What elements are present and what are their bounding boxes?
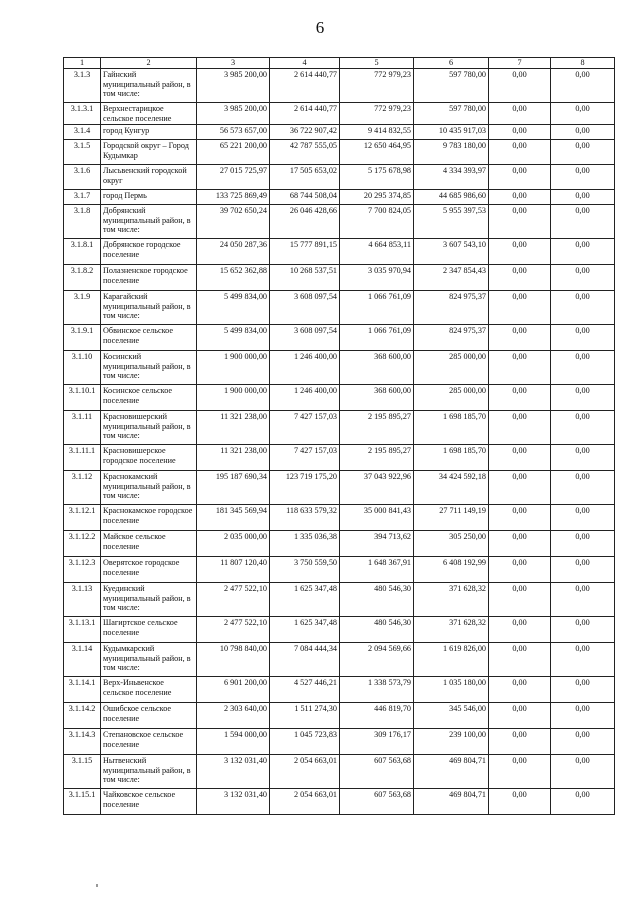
value-cell: 123 719 175,20 — [270, 471, 340, 505]
value-cell: 368 600,00 — [340, 351, 414, 385]
table-row — [64, 505, 615, 531]
value-cell: 0,00 — [551, 385, 615, 411]
value-cell: 1 335 036,38 — [270, 531, 340, 557]
table-row — [64, 125, 615, 140]
value-cell: 2 054 663,01 — [270, 789, 340, 815]
value-cell: 824 975,37 — [414, 325, 489, 351]
value-cell: 285 000,00 — [414, 385, 489, 411]
value-cell: 2 195 895,27 — [340, 445, 414, 471]
row-name: Шагиртское сельское поселение — [101, 617, 197, 643]
value-cell: 469 804,71 — [414, 789, 489, 815]
table-row — [64, 617, 615, 643]
value-cell: 5 499 834,00 — [197, 325, 270, 351]
value-cell: 7 700 824,05 — [340, 205, 414, 239]
value-cell: 2 614 440,77 — [270, 69, 340, 103]
row-code: 3.1.8.1 — [64, 239, 101, 265]
value-cell: 480 546,30 — [340, 617, 414, 643]
value-cell: 0,00 — [551, 411, 615, 445]
value-cell: 0,00 — [551, 351, 615, 385]
table-row — [64, 643, 615, 677]
row-name: Косинское сельское поселение — [101, 385, 197, 411]
value-cell: 1 338 573,79 — [340, 677, 414, 703]
value-cell: 2 094 569,66 — [340, 643, 414, 677]
value-cell: 239 100,00 — [414, 729, 489, 755]
value-cell: 285 000,00 — [414, 351, 489, 385]
row-code: 3.1.10.1 — [64, 385, 101, 411]
value-cell: 20 295 374,85 — [340, 190, 414, 205]
row-code: 3.1.10 — [64, 351, 101, 385]
row-code: 3.1.3 — [64, 69, 101, 103]
value-cell: 195 187 690,34 — [197, 471, 270, 505]
value-cell: 0,00 — [551, 505, 615, 531]
value-cell: 3 750 559,50 — [270, 557, 340, 583]
column-header: 8 — [551, 58, 615, 69]
value-cell: 597 780,00 — [414, 69, 489, 103]
value-cell: 772 979,23 — [340, 69, 414, 103]
table-row — [64, 291, 615, 325]
value-cell: 11 807 120,40 — [197, 557, 270, 583]
value-cell: 607 563,68 — [340, 789, 414, 815]
table-row — [64, 531, 615, 557]
value-cell: 772 979,23 — [340, 103, 414, 125]
table-row — [64, 165, 615, 190]
row-code: 3.1.9.1 — [64, 325, 101, 351]
value-cell: 3 132 031,40 — [197, 755, 270, 789]
value-cell: 0,00 — [489, 325, 551, 351]
table-row — [64, 445, 615, 471]
table-row — [64, 557, 615, 583]
value-cell: 2 303 640,00 — [197, 703, 270, 729]
value-cell: 0,00 — [551, 445, 615, 471]
value-cell: 824 975,37 — [414, 291, 489, 325]
value-cell: 0,00 — [489, 505, 551, 531]
row-name: Верхнестарицкое сельское поселение — [101, 103, 197, 125]
value-cell: 0,00 — [489, 205, 551, 239]
value-cell: 1 900 000,00 — [197, 385, 270, 411]
value-cell: 3 608 097,54 — [270, 291, 340, 325]
row-name: Куединский муниципальный район, в том числе: — [101, 583, 197, 617]
table-row — [64, 103, 615, 125]
value-cell: 44 685 986,60 — [414, 190, 489, 205]
value-cell: 0,00 — [551, 165, 615, 190]
value-cell: 0,00 — [489, 385, 551, 411]
value-cell: 7 084 444,34 — [270, 643, 340, 677]
value-cell: 0,00 — [489, 445, 551, 471]
value-cell: 181 345 569,94 — [197, 505, 270, 531]
value-cell: 1 900 000,00 — [197, 351, 270, 385]
value-cell: 371 628,32 — [414, 583, 489, 617]
row-name: Майское сельское поселение — [101, 531, 197, 557]
value-cell: 1 511 274,30 — [270, 703, 340, 729]
value-cell: 0,00 — [551, 643, 615, 677]
value-cell: 3 608 097,54 — [270, 325, 340, 351]
value-cell: 305 250,00 — [414, 531, 489, 557]
row-name: Добрянский муниципальный район, в том числе: — [101, 205, 197, 239]
value-cell: 0,00 — [489, 190, 551, 205]
value-cell: 0,00 — [551, 583, 615, 617]
scan-mark — [96, 884, 98, 887]
value-cell: 469 804,71 — [414, 755, 489, 789]
value-cell: 10 268 537,51 — [270, 265, 340, 291]
table-row — [64, 205, 615, 239]
value-cell: 0,00 — [551, 557, 615, 583]
value-cell: 1 066 761,09 — [340, 291, 414, 325]
row-name: Косинский муниципальный район, в том числе: — [101, 351, 197, 385]
table-row — [64, 583, 615, 617]
value-cell: 0,00 — [551, 239, 615, 265]
value-cell: 368 600,00 — [340, 385, 414, 411]
value-cell: 0,00 — [489, 103, 551, 125]
value-cell: 12 650 464,95 — [340, 140, 414, 165]
row-name: Краснокамский муниципальный район, в том числе: — [101, 471, 197, 505]
value-cell: 1 246 400,00 — [270, 351, 340, 385]
column-header: 5 — [340, 58, 414, 69]
value-cell: 68 744 508,04 — [270, 190, 340, 205]
value-cell: 0,00 — [489, 239, 551, 265]
value-cell: 0,00 — [489, 165, 551, 190]
value-cell: 0,00 — [551, 789, 615, 815]
value-cell: 1 246 400,00 — [270, 385, 340, 411]
budget-table — [63, 57, 615, 815]
row-name: город Пермь — [101, 190, 197, 205]
column-header: 7 — [489, 58, 551, 69]
value-cell: 1 619 826,00 — [414, 643, 489, 677]
value-cell: 133 725 869,49 — [197, 190, 270, 205]
value-cell: 0,00 — [489, 351, 551, 385]
value-cell: 1 045 723,83 — [270, 729, 340, 755]
value-cell: 17 505 653,02 — [270, 165, 340, 190]
table-row — [64, 325, 615, 351]
value-cell: 27 711 149,19 — [414, 505, 489, 531]
row-name: Лысьвенский городской округ — [101, 165, 197, 190]
value-cell: 0,00 — [551, 291, 615, 325]
value-cell: 0,00 — [551, 103, 615, 125]
row-code: 3.1.8.2 — [64, 265, 101, 291]
value-cell: 56 573 657,00 — [197, 125, 270, 140]
value-cell: 0,00 — [489, 557, 551, 583]
value-cell: 39 702 650,24 — [197, 205, 270, 239]
value-cell: 4 334 393,97 — [414, 165, 489, 190]
value-cell: 118 633 579,32 — [270, 505, 340, 531]
row-name: Нытвенский муниципальный район, в том числе: — [101, 755, 197, 789]
value-cell: 10 798 840,00 — [197, 643, 270, 677]
row-code: 3.1.9 — [64, 291, 101, 325]
table-row — [64, 385, 615, 411]
page-number: 6 — [315, 18, 325, 37]
value-cell: 446 819,70 — [340, 703, 414, 729]
value-cell: 0,00 — [489, 677, 551, 703]
table-row — [64, 755, 615, 789]
value-cell: 0,00 — [489, 755, 551, 789]
column-header: 1 — [64, 58, 101, 69]
value-cell: 7 427 157,03 — [270, 411, 340, 445]
value-cell: 26 046 428,66 — [270, 205, 340, 239]
value-cell: 42 787 555,05 — [270, 140, 340, 165]
row-code: 3.1.7 — [64, 190, 101, 205]
value-cell: 6 408 192,99 — [414, 557, 489, 583]
value-cell: 1 698 185,70 — [414, 411, 489, 445]
value-cell: 5 499 834,00 — [197, 291, 270, 325]
row-name: Ошибское сельское поселение — [101, 703, 197, 729]
value-cell: 371 628,32 — [414, 617, 489, 643]
value-cell: 0,00 — [551, 140, 615, 165]
value-cell: 4 527 446,21 — [270, 677, 340, 703]
value-cell: 0,00 — [489, 583, 551, 617]
table-row — [64, 239, 615, 265]
value-cell: 10 435 917,03 — [414, 125, 489, 140]
value-cell: 0,00 — [489, 265, 551, 291]
row-code: 3.1.5 — [64, 140, 101, 165]
row-name: Красновишерский муниципальный район, в том числе: — [101, 411, 197, 445]
value-cell: 0,00 — [489, 703, 551, 729]
value-cell: 2 035 000,00 — [197, 531, 270, 557]
row-code: 3.1.12 — [64, 471, 101, 505]
row-code: 3.1.13 — [64, 583, 101, 617]
table-row — [64, 729, 615, 755]
header-row — [64, 58, 615, 69]
value-cell: 27 015 725,97 — [197, 165, 270, 190]
table-row — [64, 265, 615, 291]
value-cell: 0,00 — [551, 205, 615, 239]
value-cell: 2 614 440,77 — [270, 103, 340, 125]
row-name: Краснокамское городское поселение — [101, 505, 197, 531]
value-cell: 0,00 — [489, 411, 551, 445]
value-cell: 0,00 — [489, 291, 551, 325]
row-code: 3.1.8 — [64, 205, 101, 239]
value-cell: 7 427 157,03 — [270, 445, 340, 471]
value-cell: 0,00 — [489, 69, 551, 103]
row-code: 3.1.6 — [64, 165, 101, 190]
row-code: 3.1.12.3 — [64, 557, 101, 583]
value-cell: 1 698 185,70 — [414, 445, 489, 471]
value-cell: 0,00 — [489, 617, 551, 643]
row-code: 3.1.13.1 — [64, 617, 101, 643]
value-cell: 4 664 853,11 — [340, 239, 414, 265]
row-code: 3.1.14.3 — [64, 729, 101, 755]
value-cell: 0,00 — [551, 729, 615, 755]
value-cell: 309 176,17 — [340, 729, 414, 755]
value-cell: 1 648 367,91 — [340, 557, 414, 583]
value-cell: 34 424 592,18 — [414, 471, 489, 505]
value-cell: 2 477 522,10 — [197, 617, 270, 643]
table-row — [64, 471, 615, 505]
value-cell: 11 321 238,00 — [197, 411, 270, 445]
row-name: Карагайский муниципальный район, в том числе: — [101, 291, 197, 325]
table-row — [64, 351, 615, 385]
value-cell: 1 066 761,09 — [340, 325, 414, 351]
table-row — [64, 677, 615, 703]
value-cell: 2 195 895,27 — [340, 411, 414, 445]
value-cell: 37 043 922,96 — [340, 471, 414, 505]
value-cell: 1 035 180,00 — [414, 677, 489, 703]
value-cell: 6 901 200,00 — [197, 677, 270, 703]
value-cell: 1 625 347,48 — [270, 583, 340, 617]
value-cell: 0,00 — [489, 789, 551, 815]
row-code: 3.1.11.1 — [64, 445, 101, 471]
value-cell: 5 175 678,98 — [340, 165, 414, 190]
value-cell: 0,00 — [551, 677, 615, 703]
value-cell: 0,00 — [551, 755, 615, 789]
row-name: Кудымкарский муниципальный район, в том числе: — [101, 643, 197, 677]
row-code: 3.1.14.2 — [64, 703, 101, 729]
value-cell: 3 035 970,94 — [340, 265, 414, 291]
value-cell: 9 414 832,55 — [340, 125, 414, 140]
value-cell: 480 546,30 — [340, 583, 414, 617]
value-cell: 0,00 — [489, 471, 551, 505]
value-cell: 0,00 — [551, 125, 615, 140]
value-cell: 0,00 — [551, 703, 615, 729]
value-cell: 15 652 362,88 — [197, 265, 270, 291]
row-code: 3.1.11 — [64, 411, 101, 445]
value-cell: 0,00 — [551, 265, 615, 291]
value-cell: 15 777 891,15 — [270, 239, 340, 265]
row-code: 3.1.15.1 — [64, 789, 101, 815]
column-header: 3 — [197, 58, 270, 69]
row-name: Добрянское городское поселение — [101, 239, 197, 265]
value-cell: 1 594 000,00 — [197, 729, 270, 755]
value-cell: 0,00 — [551, 471, 615, 505]
table-row — [64, 703, 615, 729]
value-cell: 394 713,62 — [340, 531, 414, 557]
table-row — [64, 789, 615, 815]
value-cell: 0,00 — [489, 729, 551, 755]
value-cell: 2 477 522,10 — [197, 583, 270, 617]
value-cell: 0,00 — [551, 531, 615, 557]
row-name: Обвинское сельское поселение — [101, 325, 197, 351]
column-header: 6 — [414, 58, 489, 69]
value-cell: 9 783 180,00 — [414, 140, 489, 165]
row-name: Красновишерское городское поселение — [101, 445, 197, 471]
row-name: Городской округ – Город Кудымкар — [101, 140, 197, 165]
value-cell: 0,00 — [551, 617, 615, 643]
value-cell: 3 985 200,00 — [197, 103, 270, 125]
value-cell: 597 780,00 — [414, 103, 489, 125]
value-cell: 1 625 347,48 — [270, 617, 340, 643]
row-name: Чайковское сельское поселение — [101, 789, 197, 815]
value-cell: 2 347 854,43 — [414, 265, 489, 291]
row-name: Степановское сельское поселение — [101, 729, 197, 755]
row-name: город Кунгур — [101, 125, 197, 140]
value-cell: 0,00 — [551, 190, 615, 205]
value-cell: 0,00 — [489, 643, 551, 677]
table-row — [64, 411, 615, 445]
value-cell: 607 563,68 — [340, 755, 414, 789]
value-cell: 24 050 287,36 — [197, 239, 270, 265]
row-name: Верх-Иньвенское сельское поселение — [101, 677, 197, 703]
value-cell: 3 985 200,00 — [197, 69, 270, 103]
value-cell: 0,00 — [489, 531, 551, 557]
value-cell: 0,00 — [551, 69, 615, 103]
value-cell: 5 955 397,53 — [414, 205, 489, 239]
row-code: 3.1.3.1 — [64, 103, 101, 125]
value-cell: 0,00 — [489, 140, 551, 165]
table-row — [64, 190, 615, 205]
table-row — [64, 69, 615, 103]
value-cell: 36 722 907,42 — [270, 125, 340, 140]
value-cell: 345 546,00 — [414, 703, 489, 729]
row-code: 3.1.12.2 — [64, 531, 101, 557]
column-header: 4 — [270, 58, 340, 69]
table-row — [64, 140, 615, 165]
row-name: Полазненское городское поселение — [101, 265, 197, 291]
row-name: Оверятское городское поселение — [101, 557, 197, 583]
value-cell: 0,00 — [551, 325, 615, 351]
row-name: Гайнский муниципальный район, в том числе: — [101, 69, 197, 103]
row-code: 3.1.14.1 — [64, 677, 101, 703]
value-cell: 3 132 031,40 — [197, 789, 270, 815]
value-cell: 3 607 543,10 — [414, 239, 489, 265]
column-header: 2 — [101, 58, 197, 69]
value-cell: 65 221 200,00 — [197, 140, 270, 165]
value-cell: 2 054 663,01 — [270, 755, 340, 789]
value-cell: 0,00 — [489, 125, 551, 140]
row-code: 3.1.14 — [64, 643, 101, 677]
row-code: 3.1.4 — [64, 125, 101, 140]
row-code: 3.1.15 — [64, 755, 101, 789]
value-cell: 11 321 238,00 — [197, 445, 270, 471]
value-cell: 35 000 841,43 — [340, 505, 414, 531]
row-code: 3.1.12.1 — [64, 505, 101, 531]
